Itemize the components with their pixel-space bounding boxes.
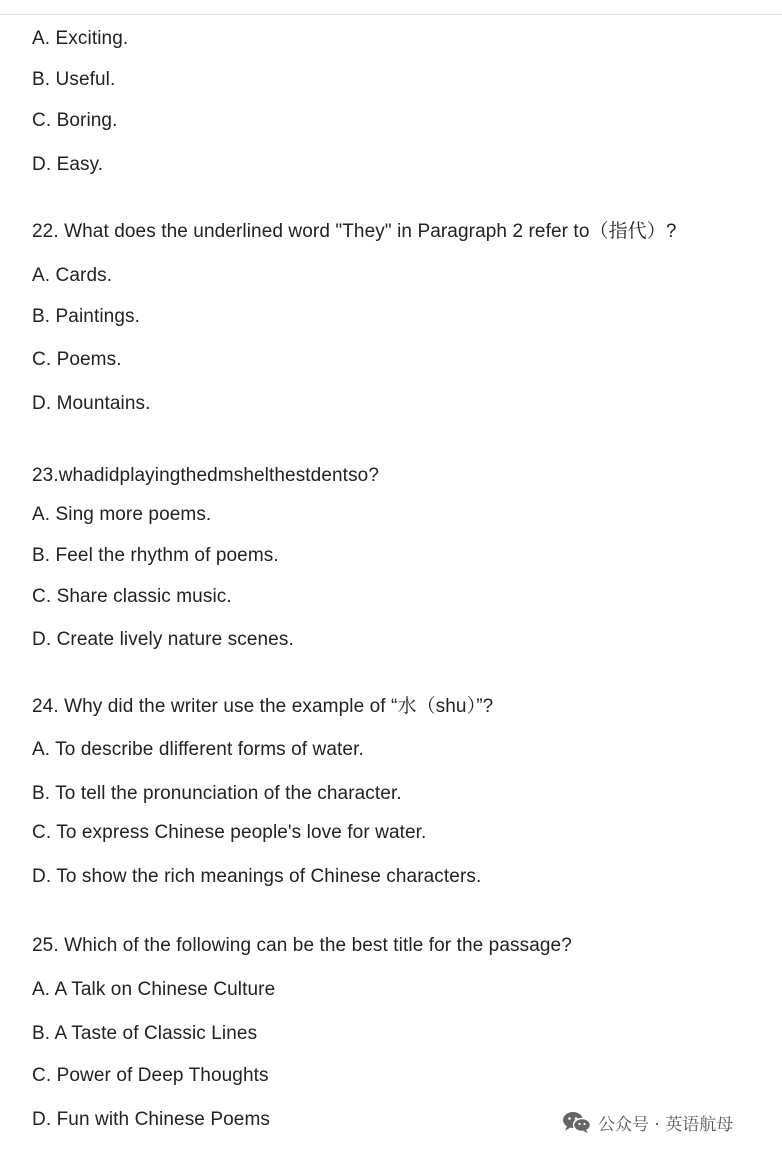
q21-option-a: A. Exciting.: [32, 28, 129, 49]
watermark-text: 公众号 · 英语航母: [598, 1114, 734, 1135]
q21-option-c: C. Boring.: [32, 110, 118, 131]
q21-option-d: D. Easy.: [32, 154, 104, 175]
q22-option-d: D. Mountains.: [32, 393, 151, 414]
q25-option-b: B. A Taste of Classic Lines: [32, 1023, 258, 1044]
q22-option-b: B. Paintings.: [32, 306, 140, 327]
q23-option-a: A. Sing more poems.: [32, 504, 212, 525]
q24-option-a: A. To describe dlifferent forms of water.: [32, 739, 364, 760]
q21-option-b: B. Useful.: [32, 69, 116, 90]
wechat-watermark: [562, 1108, 733, 1136]
top-divider: [0, 14, 782, 15]
q25-option-d: D. Fun with Chinese Poems: [32, 1109, 270, 1130]
question-24: 24. Why did the writer use the example of “水（shu）”?: [32, 696, 494, 717]
question-23: 23.whadidplayingthedmshelthestdentso?: [32, 465, 379, 486]
question-25: 25. Which of the following can be the best title for the passage?: [32, 935, 572, 956]
wechat-icon: [562, 1110, 592, 1134]
q22-option-c: C. Poems.: [32, 349, 122, 370]
q24-option-c: C. To express Chinese people's love for water.: [32, 822, 427, 843]
q24-option-b: B. To tell the pronunciation of the character.: [32, 783, 402, 804]
q24-option-d: D. To show the rich meanings of Chinese characters.: [32, 866, 482, 887]
q25-option-c: C. Power of Deep Thoughts: [32, 1065, 269, 1086]
q23-option-d: D. Create lively nature scenes.: [32, 629, 294, 650]
q22-option-a: A. Cards.: [32, 265, 113, 286]
q25-option-a: A. A Talk on Chinese Culture: [32, 979, 276, 1000]
question-22: 22. What does the underlined word "They" in Paragraph 2 refer to（指代）?: [32, 221, 677, 242]
q23-option-b: B. Feel the rhythm of poems.: [32, 545, 279, 566]
q23-option-c: C. Share classic music.: [32, 586, 232, 607]
